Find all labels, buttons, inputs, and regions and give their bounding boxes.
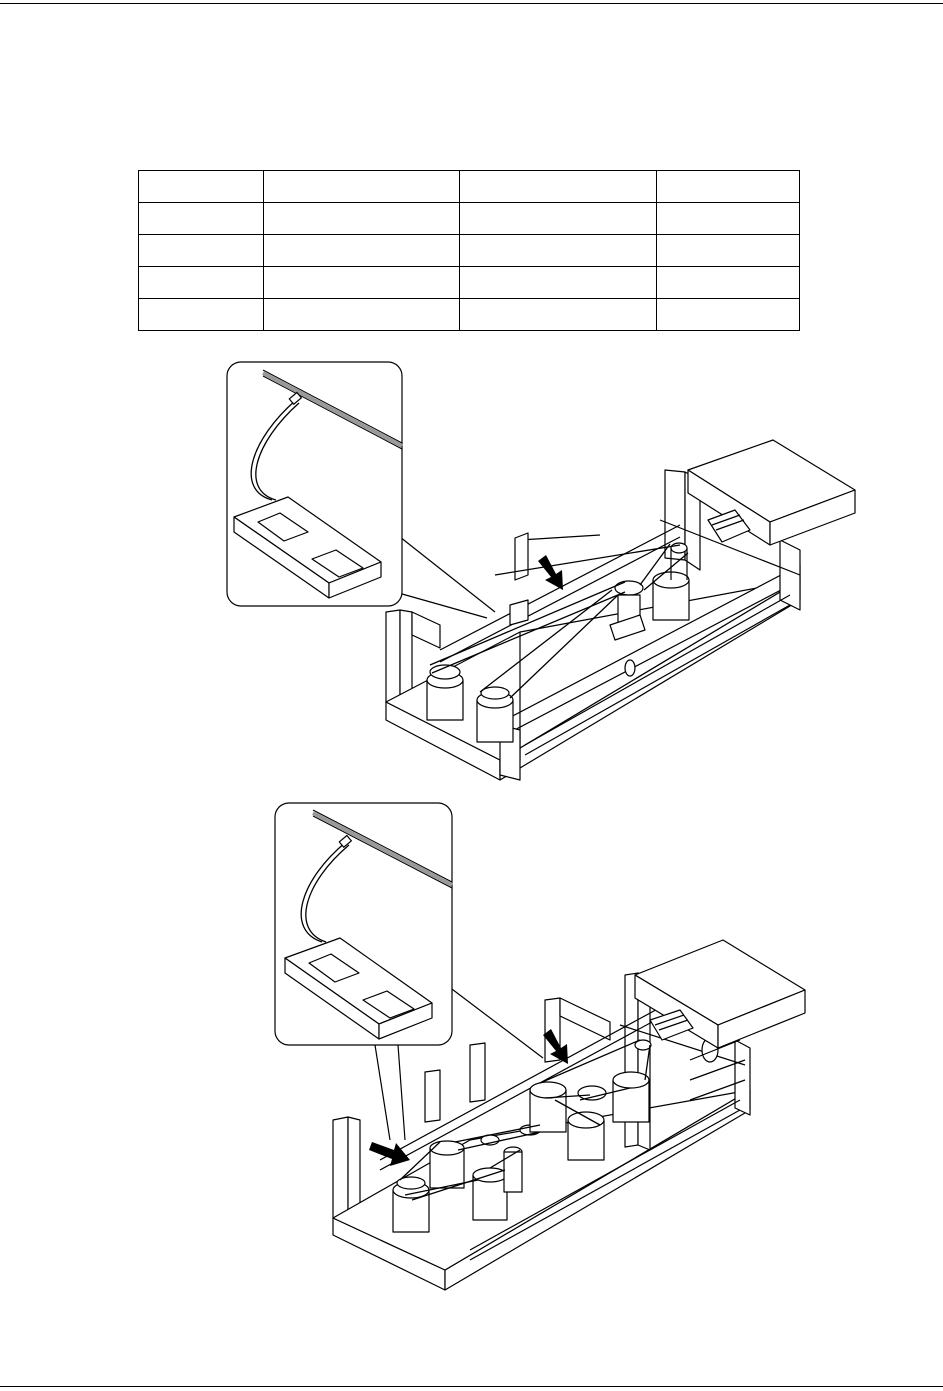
footer-rule xyxy=(0,1386,943,1387)
control-box xyxy=(635,940,805,1048)
callout-leader xyxy=(440,980,543,1058)
callout-leader xyxy=(375,1045,390,1140)
callout-leader xyxy=(398,1045,405,1140)
sensor-inset xyxy=(275,803,452,1045)
callout-arrow-lower xyxy=(369,1142,410,1166)
